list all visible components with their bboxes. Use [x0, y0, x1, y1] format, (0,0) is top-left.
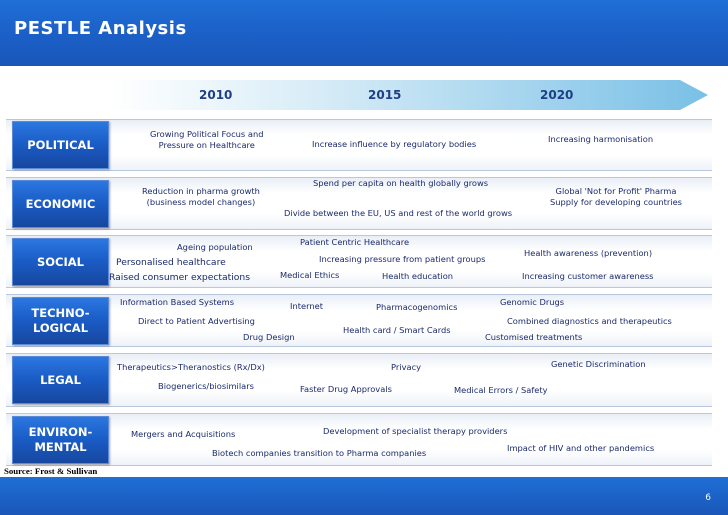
year-2020: 2020: [540, 88, 574, 102]
tech-combined-diagnostics: Combined diagnostics and therapeutics: [507, 316, 672, 326]
category-legal: LEGAL: [12, 356, 109, 404]
legal-medical-errors: Medical Errors / Safety: [454, 385, 548, 395]
social-health-education: Health education: [382, 271, 454, 281]
economic-reduction: Reduction in pharma growth (business model changes): [142, 186, 260, 207]
political-regulatory: Increase influence by regulatory bodies: [312, 139, 477, 149]
social-medical-ethics: Medical Ethics: [280, 270, 340, 280]
category-technological: TECHNO- LOGICAL: [12, 297, 109, 345]
page-title: PESTLE Analysis: [14, 18, 187, 39]
legal-therapeutics: Therapeutics>Theranostics (Rx/Dx): [117, 362, 265, 372]
tech-pharmacogenomics: Pharmacogenomics: [376, 302, 458, 312]
tech-info-systems: Information Based Systems: [120, 297, 235, 307]
env-specialist: Development of specialist therapy providers: [323, 426, 508, 436]
tech-genomic-drugs: Genomic Drugs: [500, 297, 565, 307]
category-political: POLITICAL: [12, 121, 109, 169]
social-personalised: Personalised healthcare: [116, 257, 226, 268]
political-growing-focus: Growing Political Focus and Pressure on Healthcare: [150, 129, 264, 150]
social-customer-awareness: Increasing customer awareness: [522, 271, 654, 281]
env-hiv: Impact of HIV and other pandemics: [507, 443, 655, 453]
social-patient-centric: Patient Centric Healthcare: [300, 237, 410, 247]
legal-biogenerics: Biogenerics/biosimilars: [158, 381, 254, 391]
category-social: SOCIAL: [12, 238, 109, 286]
legal-faster-approvals: Faster Drug Approvals: [300, 384, 392, 394]
tech-health-card: Health card / Smart Cards: [343, 325, 451, 335]
page-number: 6: [705, 493, 711, 503]
economic-global-pharma: Global 'Not for Profit' Pharma Supply for developing countries: [550, 186, 683, 207]
tech-drug-design: Drug Design: [243, 332, 295, 342]
footer-bar: [0, 477, 728, 515]
tech-dtp-advertising: Direct to Patient Advertising: [138, 316, 255, 326]
category-economic: ECONOMIC: [12, 180, 109, 228]
year-2015: 2015: [368, 88, 402, 102]
social-ageing: Ageing population: [177, 242, 253, 252]
year-2010: 2010: [199, 88, 233, 102]
category-environmental: ENVIRON- MENTAL: [12, 416, 109, 464]
social-pressure-patient: Increasing pressure from patient groups: [319, 254, 486, 264]
legal-genetic-discrimination: Genetic Discrimination: [551, 359, 646, 369]
social-awareness-prevention: Health awareness (prevention): [524, 248, 653, 258]
legal-privacy: Privacy: [391, 362, 422, 372]
social-raised-expectations: Raised consumer expectations: [109, 272, 251, 283]
source-note: Source: Frost & Sullivan: [4, 466, 98, 476]
economic-spend: Spend per capita on health globally grows: [313, 178, 489, 188]
economic-divide: Divide between the EU, US and rest of the world grows: [284, 208, 513, 218]
tech-internet: Internet: [290, 301, 323, 311]
tech-customised: Customised treatments: [485, 332, 583, 342]
env-biotech-transition: Biotech companies transition to Pharma companies: [212, 448, 427, 458]
env-mergers: Mergers and Acquisitions: [131, 429, 236, 439]
political-harmonisation: Increasing harmonisation: [548, 134, 654, 144]
